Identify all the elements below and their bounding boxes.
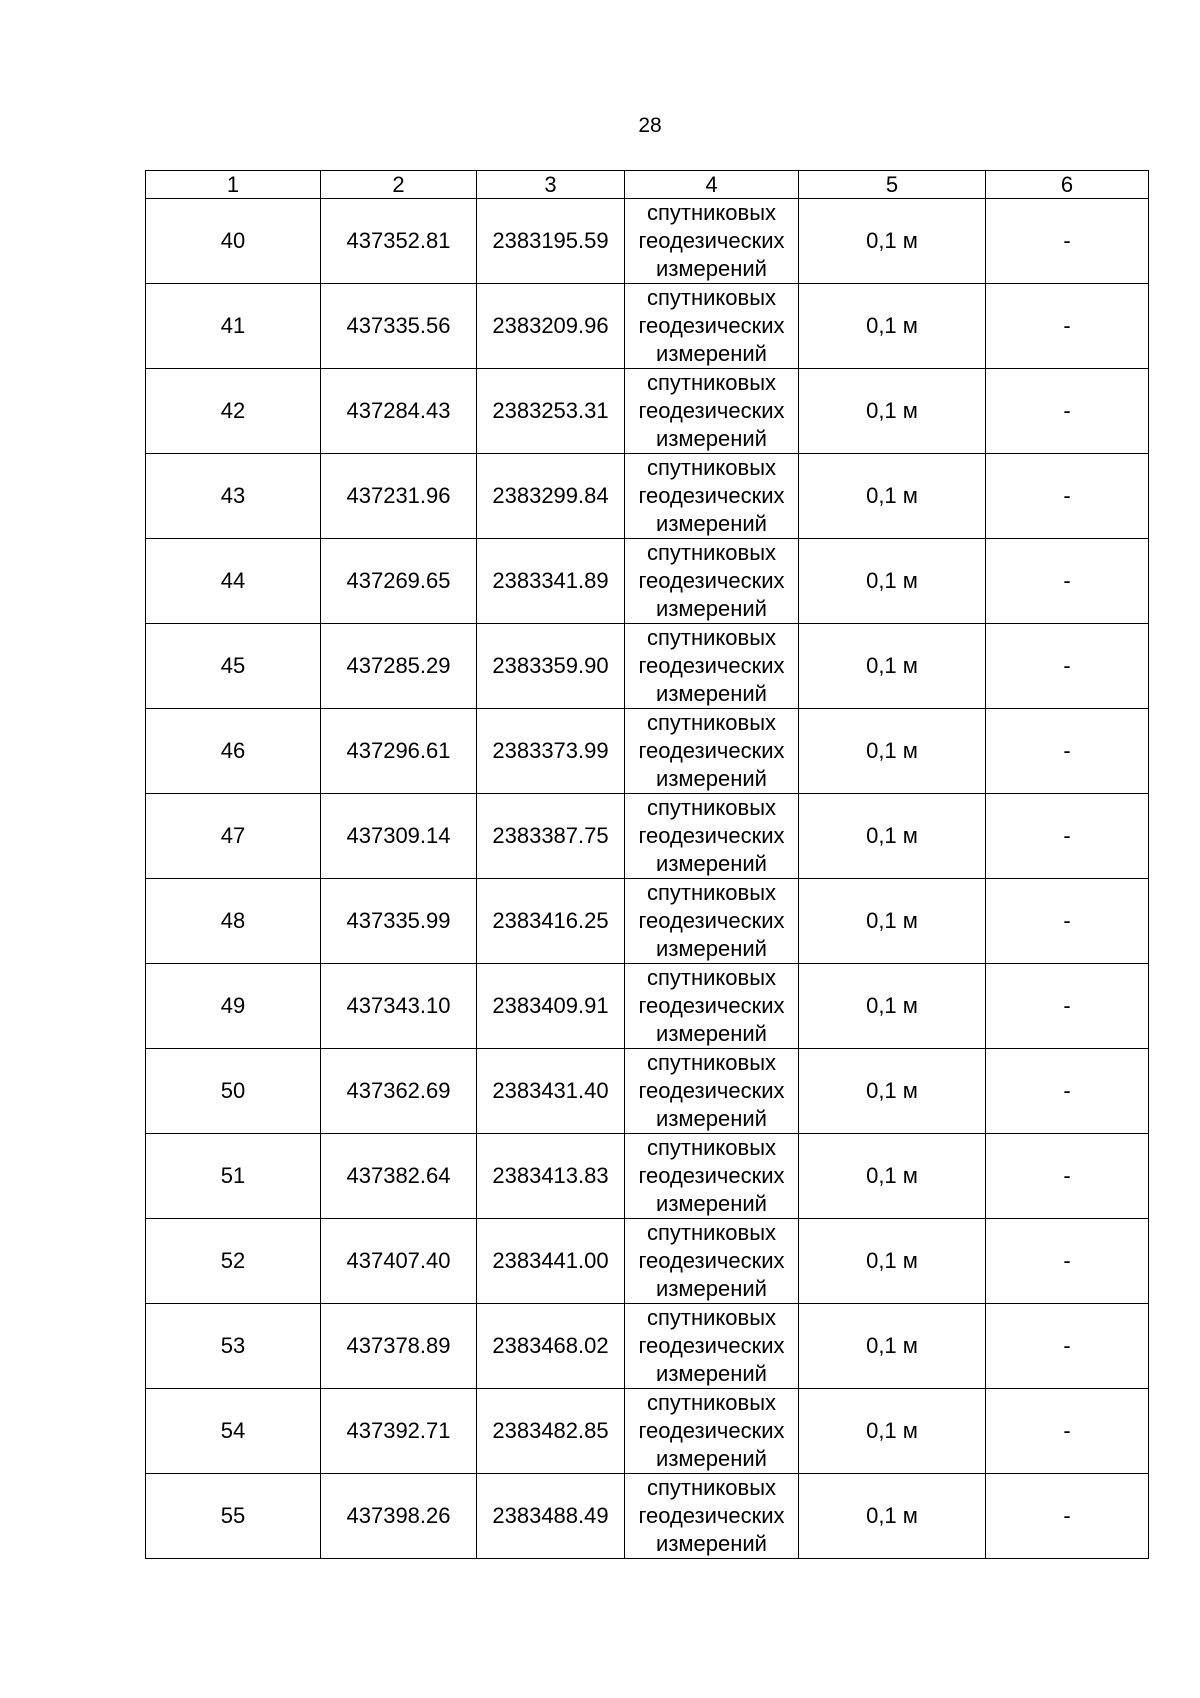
y-coordinate-cell: 2383441.00 bbox=[477, 1219, 625, 1304]
y-coordinate-cell: 2383253.31 bbox=[477, 369, 625, 454]
method-cell bbox=[625, 1474, 799, 1559]
y-coordinate-cell: 2383409.91 bbox=[477, 964, 625, 1049]
method-line: измерений bbox=[656, 511, 767, 536]
table-header-row bbox=[146, 171, 1149, 199]
note-cell: - bbox=[986, 1049, 1149, 1134]
point-number-cell: 44 bbox=[146, 539, 321, 624]
table-row bbox=[146, 284, 1149, 369]
accuracy-cell: 0,1 м bbox=[799, 1049, 986, 1134]
accuracy-cell: 0,1 м bbox=[799, 1219, 986, 1304]
note-cell: - bbox=[986, 1474, 1149, 1559]
accuracy-cell: 0,1 м bbox=[799, 1389, 986, 1474]
point-number-cell: 42 bbox=[146, 369, 321, 454]
point-number-cell: 46 bbox=[146, 709, 321, 794]
method-line: измерений bbox=[656, 936, 767, 961]
y-coordinate-cell: 2383413.83 bbox=[477, 1134, 625, 1219]
column-header: 3 bbox=[477, 171, 625, 199]
method-line: геодезических bbox=[638, 1078, 785, 1103]
method-line: геодезических bbox=[638, 228, 785, 253]
note-cell: - bbox=[986, 1389, 1149, 1474]
method-line: геодезических bbox=[638, 1333, 785, 1358]
method-line: геодезических bbox=[638, 908, 785, 933]
table-row bbox=[146, 964, 1149, 1049]
y-coordinate-cell: 2383488.49 bbox=[477, 1474, 625, 1559]
method-line: спутниковых bbox=[646, 1475, 777, 1500]
method-line: измерений bbox=[656, 1361, 767, 1386]
method-cell bbox=[625, 369, 799, 454]
method-line: спутниковых bbox=[646, 710, 777, 735]
note-cell: - bbox=[986, 709, 1149, 794]
method-line: измерений bbox=[656, 1276, 767, 1301]
method-line: геодезических bbox=[638, 398, 785, 423]
note-cell: - bbox=[986, 624, 1149, 709]
x-coordinate-cell: 437231.96 bbox=[321, 454, 477, 539]
x-coordinate-cell: 437309.14 bbox=[321, 794, 477, 879]
method-cell bbox=[625, 964, 799, 1049]
y-coordinate-cell: 2383482.85 bbox=[477, 1389, 625, 1474]
accuracy-cell: 0,1 м bbox=[799, 1474, 986, 1559]
method-line: измерений bbox=[656, 1021, 767, 1046]
method-line: измерений bbox=[656, 426, 767, 451]
x-coordinate-cell: 437362.69 bbox=[321, 1049, 477, 1134]
x-coordinate-cell: 437296.61 bbox=[321, 709, 477, 794]
method-line: измерений bbox=[656, 1191, 767, 1216]
x-coordinate-cell: 437398.26 bbox=[321, 1474, 477, 1559]
method-line: геодезических bbox=[638, 738, 785, 763]
accuracy-cell: 0,1 м bbox=[799, 709, 986, 794]
y-coordinate-cell: 2383468.02 bbox=[477, 1304, 625, 1389]
method-cell bbox=[625, 879, 799, 964]
accuracy-cell: 0,1 м bbox=[799, 284, 986, 369]
method-line: измерений bbox=[656, 341, 767, 366]
table-row bbox=[146, 539, 1149, 624]
accuracy-cell: 0,1 м bbox=[799, 624, 986, 709]
method-line: измерений bbox=[656, 766, 767, 791]
table-row bbox=[146, 454, 1149, 539]
method-line: спутниковых bbox=[646, 795, 777, 820]
note-cell: - bbox=[986, 964, 1149, 1049]
note-cell: - bbox=[986, 1219, 1149, 1304]
y-coordinate-cell: 2383359.90 bbox=[477, 624, 625, 709]
x-coordinate-cell: 437378.89 bbox=[321, 1304, 477, 1389]
y-coordinate-cell: 2383341.89 bbox=[477, 539, 625, 624]
method-line: спутниковых bbox=[646, 370, 777, 395]
method-line: спутниковых bbox=[646, 1390, 777, 1415]
note-cell: - bbox=[986, 539, 1149, 624]
table-row bbox=[146, 369, 1149, 454]
point-number-cell: 40 bbox=[146, 199, 321, 284]
method-cell bbox=[625, 1134, 799, 1219]
accuracy-cell: 0,1 м bbox=[799, 199, 986, 284]
note-cell: - bbox=[986, 794, 1149, 879]
method-line: спутниковых bbox=[646, 1220, 777, 1245]
method-line: измерений bbox=[656, 256, 767, 281]
method-cell bbox=[625, 1049, 799, 1134]
x-coordinate-cell: 437392.71 bbox=[321, 1389, 477, 1474]
accuracy-cell: 0,1 м bbox=[799, 1304, 986, 1389]
table-row bbox=[146, 879, 1149, 964]
method-cell bbox=[625, 1219, 799, 1304]
note-cell: - bbox=[986, 1304, 1149, 1389]
method-cell bbox=[625, 1304, 799, 1389]
method-line: геодезических bbox=[638, 653, 785, 678]
method-line: спутниковых bbox=[646, 1305, 777, 1330]
column-header: 4 bbox=[625, 171, 799, 199]
table-body bbox=[146, 171, 1149, 1559]
note-cell: - bbox=[986, 284, 1149, 369]
point-number-cell: 55 bbox=[146, 1474, 321, 1559]
y-coordinate-cell: 2383195.59 bbox=[477, 199, 625, 284]
method-line: спутниковых bbox=[646, 285, 777, 310]
x-coordinate-cell: 437284.43 bbox=[321, 369, 477, 454]
x-coordinate-cell: 437269.65 bbox=[321, 539, 477, 624]
table-row bbox=[146, 1304, 1149, 1389]
method-line: измерений bbox=[656, 681, 767, 706]
point-number-cell: 48 bbox=[146, 879, 321, 964]
method-line: спутниковых bbox=[646, 625, 777, 650]
x-coordinate-cell: 437285.29 bbox=[321, 624, 477, 709]
x-coordinate-cell: 437335.56 bbox=[321, 284, 477, 369]
method-line: спутниковых bbox=[646, 200, 777, 225]
method-line: геодезических bbox=[638, 1418, 785, 1443]
table-row bbox=[146, 709, 1149, 794]
note-cell: - bbox=[986, 1134, 1149, 1219]
method-line: спутниковых bbox=[646, 540, 777, 565]
method-cell bbox=[625, 284, 799, 369]
coordinates-table bbox=[145, 170, 1149, 1559]
point-number-cell: 53 bbox=[146, 1304, 321, 1389]
y-coordinate-cell: 2383373.99 bbox=[477, 709, 625, 794]
point-number-cell: 51 bbox=[146, 1134, 321, 1219]
method-line: геодезических bbox=[638, 993, 785, 1018]
column-header: 6 bbox=[986, 171, 1149, 199]
table-row bbox=[146, 624, 1149, 709]
method-line: геодезических bbox=[638, 823, 785, 848]
table-row bbox=[146, 1474, 1149, 1559]
method-line: спутниковых bbox=[646, 965, 777, 990]
x-coordinate-cell: 437352.81 bbox=[321, 199, 477, 284]
point-number-cell: 41 bbox=[146, 284, 321, 369]
table-row bbox=[146, 1049, 1149, 1134]
method-line: спутниковых bbox=[646, 1050, 777, 1075]
point-number-cell: 49 bbox=[146, 964, 321, 1049]
method-line: измерений bbox=[656, 1106, 767, 1131]
y-coordinate-cell: 2383431.40 bbox=[477, 1049, 625, 1134]
note-cell: - bbox=[986, 879, 1149, 964]
x-coordinate-cell: 437407.40 bbox=[321, 1219, 477, 1304]
method-cell bbox=[625, 709, 799, 794]
table-row bbox=[146, 1134, 1149, 1219]
method-cell bbox=[625, 199, 799, 284]
point-number-cell: 50 bbox=[146, 1049, 321, 1134]
y-coordinate-cell: 2383416.25 bbox=[477, 879, 625, 964]
method-cell bbox=[625, 539, 799, 624]
accuracy-cell: 0,1 м bbox=[799, 879, 986, 964]
accuracy-cell: 0,1 м bbox=[799, 539, 986, 624]
accuracy-cell: 0,1 м bbox=[799, 369, 986, 454]
column-header: 2 bbox=[321, 171, 477, 199]
method-cell bbox=[625, 454, 799, 539]
method-line: геодезических bbox=[638, 1163, 785, 1188]
method-line: спутниковых bbox=[646, 455, 777, 480]
y-coordinate-cell: 2383299.84 bbox=[477, 454, 625, 539]
method-line: измерений bbox=[656, 851, 767, 876]
method-line: геодезических bbox=[638, 313, 785, 338]
column-header: 5 bbox=[799, 171, 986, 199]
method-line: геодезических bbox=[638, 568, 785, 593]
point-number-cell: 54 bbox=[146, 1389, 321, 1474]
table-row bbox=[146, 1389, 1149, 1474]
accuracy-cell: 0,1 м bbox=[799, 794, 986, 879]
method-line: спутниковых bbox=[646, 880, 777, 905]
note-cell: - bbox=[986, 454, 1149, 539]
accuracy-cell: 0,1 м bbox=[799, 1134, 986, 1219]
point-number-cell: 45 bbox=[146, 624, 321, 709]
x-coordinate-cell: 437382.64 bbox=[321, 1134, 477, 1219]
column-header: 1 bbox=[146, 171, 321, 199]
method-cell bbox=[625, 624, 799, 709]
method-line: измерений bbox=[656, 596, 767, 621]
method-cell bbox=[625, 1389, 799, 1474]
page-number: 28 bbox=[638, 114, 662, 137]
method-line: спутниковых bbox=[646, 1135, 777, 1160]
method-line: геодезических bbox=[638, 1503, 785, 1528]
x-coordinate-cell: 437335.99 bbox=[321, 879, 477, 964]
table-row bbox=[146, 794, 1149, 879]
method-line: геодезических bbox=[638, 1248, 785, 1273]
point-number-cell: 47 bbox=[146, 794, 321, 879]
accuracy-cell: 0,1 м bbox=[799, 964, 986, 1049]
method-line: геодезических bbox=[638, 483, 785, 508]
y-coordinate-cell: 2383387.75 bbox=[477, 794, 625, 879]
table-row bbox=[146, 1219, 1149, 1304]
method-line: измерений bbox=[656, 1531, 767, 1556]
point-number-cell: 52 bbox=[146, 1219, 321, 1304]
note-cell: - bbox=[986, 199, 1149, 284]
method-line: измерений bbox=[656, 1446, 767, 1471]
table-row bbox=[146, 199, 1149, 284]
note-cell: - bbox=[986, 369, 1149, 454]
accuracy-cell: 0,1 м bbox=[799, 454, 986, 539]
y-coordinate-cell: 2383209.96 bbox=[477, 284, 625, 369]
point-number-cell: 43 bbox=[146, 454, 321, 539]
method-cell bbox=[625, 794, 799, 879]
x-coordinate-cell: 437343.10 bbox=[321, 964, 477, 1049]
